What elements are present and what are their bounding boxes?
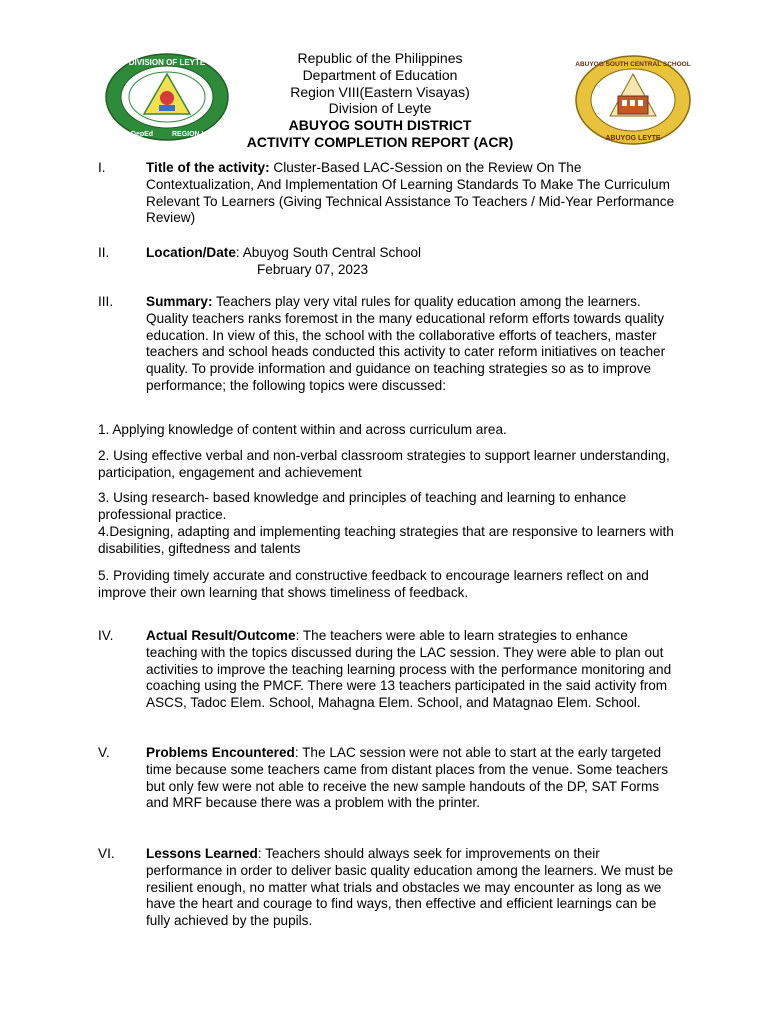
seal-ring-left-text: DepEd	[130, 131, 154, 138]
section-label: Location/Date	[146, 245, 236, 260]
seal-ring-bottom-text: ABUYOG LEYTE	[605, 135, 661, 142]
section-text: : Abuyog South Central School	[235, 245, 422, 260]
section-body	[146, 745, 676, 812]
seal-ring-right-text: REGION VIII	[171, 131, 213, 138]
section-body	[146, 245, 676, 279]
section-text: Teachers play very vital rules for quality education among the learners. Quality teachers ranks foremost in the many educational reform efforts towards quality education. In view of this, the school with the collaborative efforts of teachers, master teachers and school heads conducted this activity to cater reform initiatives on teacher quality. To provide information and guidance on teaching strategies so as to improve performance; the following topics were discussed:	[146, 294, 666, 393]
header-department: Department of Education	[302, 66, 458, 83]
section-numeral: III.	[98, 294, 114, 309]
seal-ring-top-text: DIVISION OF LEYTE	[128, 58, 206, 67]
letterhead	[180, 50, 580, 151]
header-region: Region VIII(Eastern Visayas)	[290, 83, 470, 100]
section-body	[146, 628, 676, 712]
section-body	[146, 294, 676, 395]
section-numeral: I.	[98, 160, 106, 175]
abuyog-south-central-school-seal-icon	[574, 54, 692, 146]
section-body	[146, 160, 676, 227]
section-numeral: V.	[98, 745, 110, 760]
section-label: Summary:	[146, 294, 213, 309]
topic-item: 1. Applying knowledge of content within and across curriculum area.	[98, 422, 507, 437]
section-label: Actual Result/Outcome	[146, 628, 296, 643]
report-title: ACTIVITY COMPLETION REPORT (ACR)	[246, 133, 514, 150]
topic-item: 4.Designing, adapting and implementing teaching strategies that are responsive to learners with disabilities, giftedness and talents	[98, 524, 674, 556]
section-label: Lessons Learned	[146, 846, 258, 861]
section-body	[146, 846, 676, 930]
topic-item: 2. Using effective verbal and non-verbal classroom strategies to support learner understanding, participation, engagement and achievement	[98, 448, 670, 480]
section-label: Title of the activity:	[146, 160, 270, 175]
section-text: : The LAC session were not able to start at the early targeted time because some teachers came from distant places from the venue. Some teachers but only few were not able to receive the new sample handouts of the DP, SAT Forms and MRF because there was a problem with the printer.	[146, 745, 669, 811]
section-label: Problems Encountered	[146, 745, 295, 760]
header-country: Republic of the Philippines	[297, 50, 463, 66]
section-numeral: IV.	[98, 628, 114, 643]
topic-item: 3. Using research- based knowledge and principles of teaching and learning to enhance professional practice.	[98, 490, 627, 522]
section-numeral: II.	[98, 245, 110, 260]
section-text: : The teachers were able to learn strategies to enhance teaching with the topics discussed during the LAC session. They were able to plan out activities to improve the teaching learning process with the performance monitoring and coaching using the PMCF. There were 13 teachers participated in the said activity from ASCS, Tadoc Elem. School, Mahagna Elem. School, and Matagnao Elem. School.	[146, 628, 672, 711]
section-text: : Teachers should always seek for improvements on their performance in order to deliver basic quality education among the learners. We must be resilient enough, no matter what trials and obstacles we may encounter as long as we have the heart and courage to find ways, then effective and efficient learnings can be fully achieved by the pupils.	[146, 846, 674, 929]
section-numeral: VI.	[98, 846, 115, 861]
header-division: Division of Leyte	[328, 100, 432, 117]
seal-ring-top-text: ABUYOG SOUTH CENTRAL SCHOOL	[575, 61, 691, 68]
section-text: Cluster-Based LAC-Session on the Review On The Contextualization, And Implementation Of Learning Standards To Make The Curriculum Relevant To Learners (Giving Technical Assistance To Teachers / Mid-Year Performance Review)	[146, 160, 675, 226]
activity-date: February 07, 2023	[257, 261, 369, 277]
header-district: ABUYOG SOUTH DISTRICT	[288, 117, 472, 134]
topic-item: 5. Providing timely accurate and constructive feedback to encourage learners reflect on and improve their own learning that shows timeliness of feedback.	[98, 568, 649, 600]
